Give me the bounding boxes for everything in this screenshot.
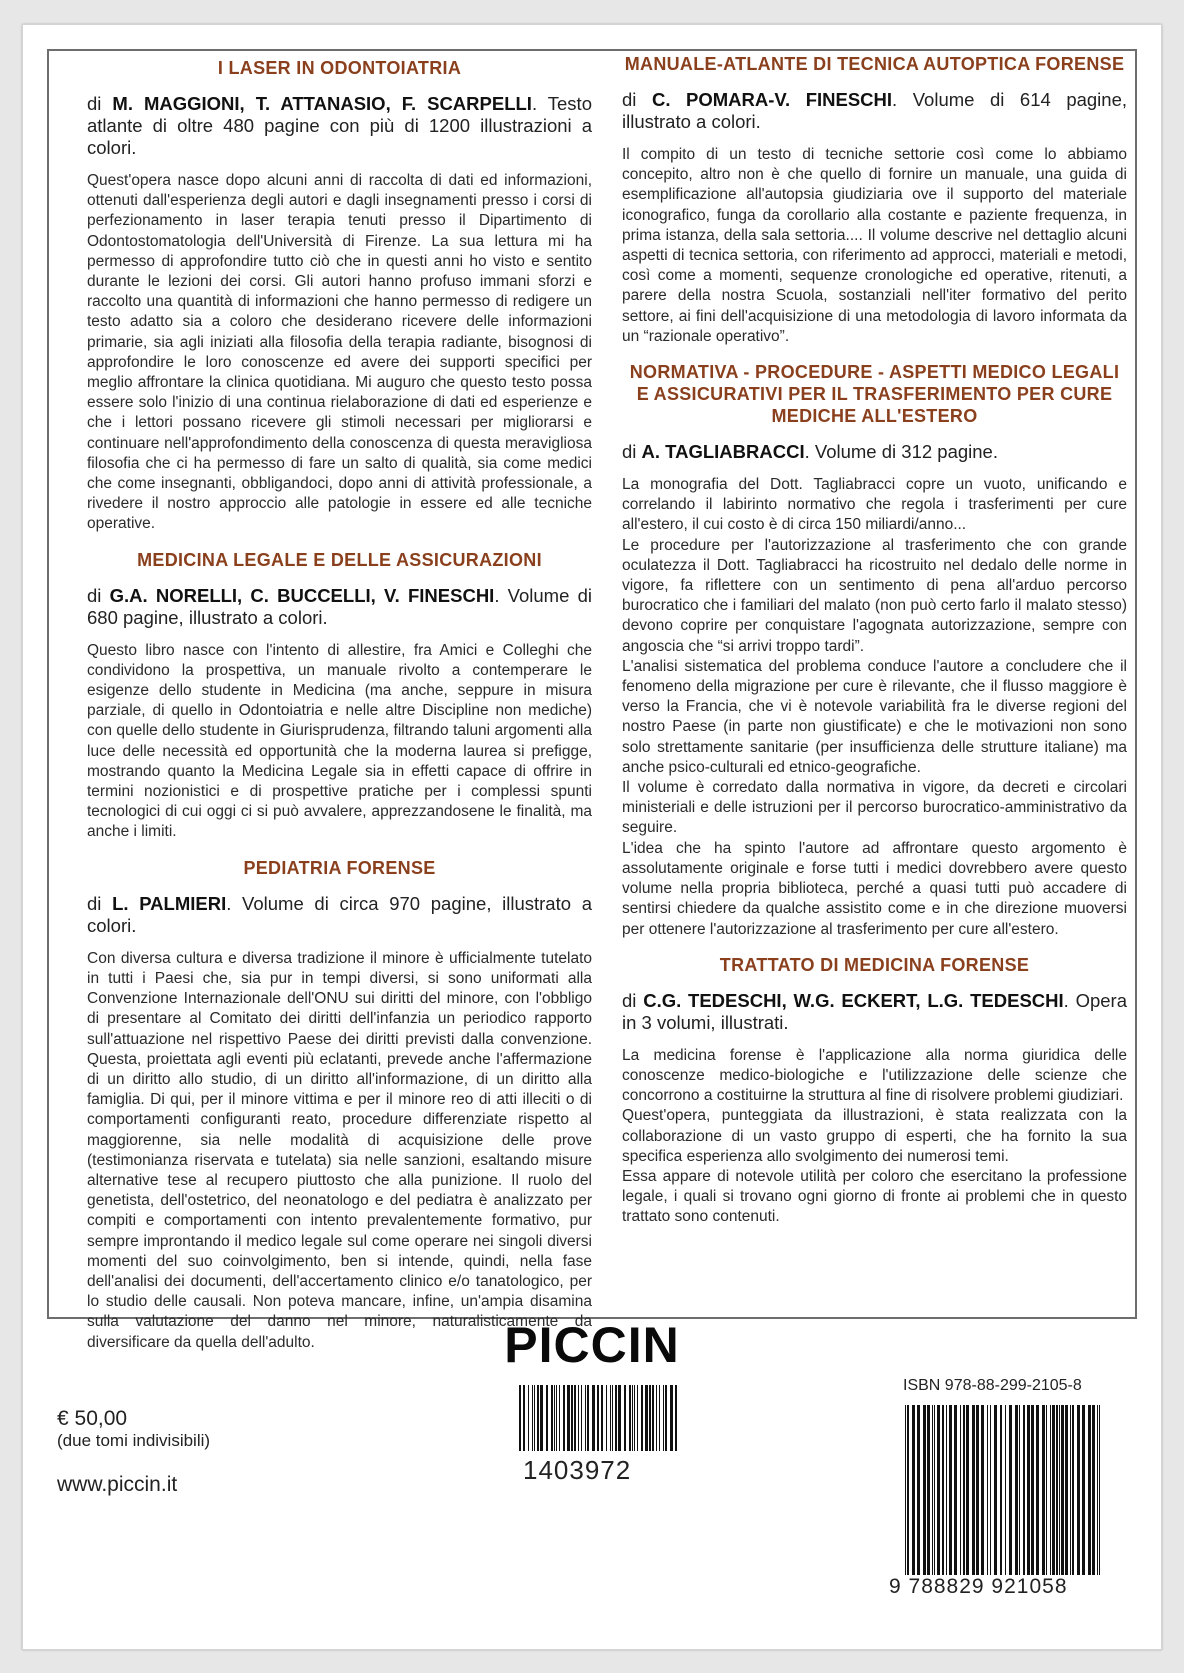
section-authors: G.A. NORELLI, C. BUCCELLI, V. FINESCHI xyxy=(109,584,495,606)
book-back-cover xyxy=(22,24,1162,1650)
barcode-bar xyxy=(942,1405,944,1575)
barcode-bar xyxy=(615,1385,617,1451)
barcode-bar xyxy=(571,1385,573,1451)
barcode-bar xyxy=(1072,1405,1074,1575)
barcode-bar xyxy=(637,1385,638,1451)
section-byline: di L. PALMIERI. Volume di circa 970 pagine, illustrato a colori. xyxy=(87,892,592,936)
publisher-logo: PICCIN xyxy=(504,1317,680,1373)
barcode-bar xyxy=(606,1385,607,1451)
barcode-bar xyxy=(585,1385,586,1451)
barcode-bar xyxy=(663,1385,664,1451)
barcode-bar xyxy=(976,1405,979,1575)
section-body: Questo libro nasce con l'intento di allestire, fra Amici e Colleghi che condividono la prospettiva, un manuale rivolto a contemperare le esigenze dello studente in Medicina (ma anche, seppure in misura parziale, di quello in Odontoiatria e nelle altre Discipline non mediche) con quelle dello studente in Giurisprudenza, filtrando taluni argomenti alla luce delle necessità ed opportunità che la moderna laurea si prefigge, mostrando quanto la Medicina Legale sia in effetti capace di offrire in termini nozionistici e di prospettive pratiche per i complessi spunti tecnologici di cui oggi ci si può avvalere, apprezzandosene le finalità, ma anche i limiti. xyxy=(87,641,592,841)
section-body: Quest'opera nasce dopo alcuni anni di raccolta di dati ed informazioni, ottenuti dall'esperienza degli autori e dagli insegnamenti presso i corsi di perfezionamento in laser terapia tenuti presso il Dipartimento di Odontostomatologia dell'Università di Firenze. La sua lettura mi ha permesso di approfondire tutto ciò che in questi anni ho visto e sentito durante le lezioni dei corsi. Gli autori hanno profuso immani sforzi e raccolto una quantità di informazioni che hanno permesso di redigere un testo adatto sia a coloro che desiderano ricevere delle informazioni primarie, sia agli iniziati alla filosofia della terapia radiante, bisognosi di approfondire le loro conoscenze ed avere dei supporti specifici per meglio affrontare la clinica quotidiana. Mi auguro che questo testo possa essere solo l'inizio di una continua rielaborazione di dati ed esperienze e che i lettori possano ricevere gli stimoli necessari per migliorarsi e continuare nell'approfondimento della conoscenza di questa meravigliosa filosofia che ci ha permesso di fare un salto di qualità, sia come medici che come insegnanti, obbligandoci, dopo anni di attività professionale, a rivedere il nostro approccio alle patologie in essere ed alle tecniche operative. xyxy=(87,172,592,533)
section-authors: C. POMARA-V. FINESCHI xyxy=(651,89,893,110)
barcode-bar xyxy=(917,1405,920,1575)
barcode-bar xyxy=(1036,1405,1039,1575)
barcode-bar xyxy=(1070,1405,1071,1575)
barcode-bar xyxy=(1088,1405,1091,1575)
section-body: La monografia del Dott. Tagliabracci copre un vuoto, unificando e correlando il labirinto normativo che regola i trasferimenti per cure all'estero, il cui costo è di circa 150 miliardi/anno... Le procedure per l'autorizzazione al trasferimento che con grande oculatezza il Dott. Tagliabracci ha ricostruito nel dedalo delle norme in vigore, fa riflettere con un sentimento di pena all'arduo percorso burocratico che i familiari del malato (non può certo farlo il malato stesso) devono coprire per conquistare l'agognata autorizzazione, sempre con angoscia che “si arrivi troppo tardi”. L'analisi sistematica del problema conduce l'autore a concludere che il fenomeno della migrazione per cure è rilevante, che il flusso maggiore è verso la Francia, che vi è notevole variabilità fra le diverse regioni del nostro Paese (in parte non giustificate) e che le motivazioni non sono solo strettamente sanitarie (per insufficienza delle strutture italiane) ma anche psico-culturali ed etnico-geografiche. Il volume è corredato dalla normativa in vigore, da decreti e circolari ministeriali e delle istruzioni per il percorso burocratico-amministrativo da seguire. L'idea che ha spinto l'autore ad affrontare questo argomento è assolutamente originale e forse tutti i medici dovrebbero avere questo volume nella propria biblioteca, perché a quasi tutti può accadere di sentirsi chiedere da qualche assistito come e in che direzione muoversi per ottenere l'autorizzazione al trasferimento per cure all'estero. xyxy=(622,476,1127,938)
section-medicina-legale xyxy=(87,549,592,843)
barcode-bar xyxy=(567,1385,570,1451)
barcode-bar xyxy=(578,1385,579,1451)
barcode-bar xyxy=(990,1405,991,1575)
barcode-bar xyxy=(907,1405,909,1575)
barcode-bar xyxy=(1019,1405,1020,1575)
right-column xyxy=(622,51,1127,1317)
section-title: MANUALE-ATLANTE DI TECNICA AUTOPTICA FORENSE xyxy=(624,54,1125,74)
barcode-bar xyxy=(960,1405,961,1575)
barcode-bar xyxy=(537,1385,539,1451)
barcode-bar xyxy=(629,1385,631,1451)
barcode-bar xyxy=(1042,1405,1045,1575)
barcode-bar xyxy=(905,1405,906,1575)
barcode-bar xyxy=(927,1405,930,1575)
barcode-bar xyxy=(1059,1405,1060,1575)
barcode-bar xyxy=(618,1385,621,1451)
barcode-bar xyxy=(963,1405,965,1575)
isbn-text: ISBN 978-88-299-2105-8 xyxy=(903,1377,1082,1394)
barcode-bar xyxy=(912,1405,915,1575)
barcode-bar xyxy=(659,1385,660,1451)
barcode-bar xyxy=(546,1385,548,1451)
left-column xyxy=(87,51,592,1351)
barcode-bar xyxy=(632,1385,633,1451)
section-tecnica-autoptica xyxy=(622,53,1127,347)
barcode-bar xyxy=(987,1405,988,1575)
barcode-bar xyxy=(932,1405,933,1575)
barcode-bar xyxy=(1005,1405,1006,1575)
barcode-bar xyxy=(675,1385,677,1451)
barcode-bar xyxy=(551,1385,553,1451)
barcode-bar xyxy=(923,1405,926,1575)
section-pediatria xyxy=(87,857,592,1353)
barcode-bar xyxy=(937,1405,940,1575)
barcode-bar xyxy=(556,1385,557,1451)
barcode-bar xyxy=(656,1385,657,1451)
barcode-bar xyxy=(1050,1405,1051,1575)
barcode-bar xyxy=(1082,1405,1085,1575)
isbn-barcode xyxy=(903,1405,1105,1575)
barcode-bar xyxy=(981,1405,984,1575)
section-byline: di C.G. TEDESCHI, W.G. ECKERT, L.G. TEDESCHI. Opera in 3 volumi, illustrati. xyxy=(622,989,1127,1033)
section-trattato xyxy=(622,954,1127,1228)
barcode-bar xyxy=(592,1385,595,1451)
barcode-bar xyxy=(1061,1405,1064,1575)
barcode-bar xyxy=(1046,1405,1047,1575)
barcode-bar xyxy=(972,1405,975,1575)
barcode-bar xyxy=(645,1385,648,1451)
barcode-bar xyxy=(1000,1405,1002,1575)
price-note: (due tomi indivisibili) xyxy=(57,1431,211,1450)
barcode-bar xyxy=(1031,1405,1034,1575)
barcode-bar xyxy=(610,1385,611,1451)
barcode-bar xyxy=(540,1385,543,1451)
barcode-bar xyxy=(949,1405,952,1575)
barcode-bar xyxy=(946,1405,947,1575)
barcode-bar xyxy=(966,1405,969,1575)
barcode-bar xyxy=(641,1385,643,1451)
section-title: PEDIATRIA FORENSE xyxy=(243,857,436,878)
barcode-bar xyxy=(1065,1405,1068,1575)
section-authors: M. MAGGIONI, T. ATTANASIO, F. SCARPELLI xyxy=(112,93,532,114)
barcode-bar xyxy=(1077,1405,1080,1575)
price: € 50,00 xyxy=(57,1407,128,1430)
barcode-bar xyxy=(649,1385,651,1451)
section-body: Il compito di un testo di tecniche settorie così come lo abbiamo concepito, altro non è che quello di fornire un manuale, una guida di esemplificazione all'autopsia giudiziaria ove il supporto del materiale iconografico, funga da corollario alla costante e paziente frequenza, in prima istanza, della sala settoria.... Il volume descrive nel dettaglio alcuni aspetti di tecnica settoria, con riferimento ad approcci, materiali e metodi, così come a momenti, sequenze cronologiche ed operative, ritenuti, a parere della nostra Scuola, sostanziali nell'iter formativo del perito settore, ai fini dell'acquisizione di una metodologia di lavoro informata da un “razionale operativo”. xyxy=(622,146,1127,345)
barcode-bar xyxy=(581,1385,582,1451)
barcode-bar xyxy=(1052,1405,1055,1575)
barcode-bar xyxy=(634,1385,635,1451)
barcode-bar xyxy=(1097,1405,1098,1575)
barcode-bar xyxy=(612,1385,613,1451)
section-laser xyxy=(87,57,592,535)
barcode-bar xyxy=(563,1385,565,1451)
section-byline: di C. POMARA-V. FINESCHI. Volume di 614 pagine, illustrato a colori. xyxy=(622,89,1128,132)
section-byline: di M. MAGGIONI, T. ATTANASIO, F. SCARPELLI. Testo atlante di oltre 480 pagine con più di 1200 illustrazioni a colori. xyxy=(87,93,592,158)
barcode-bar xyxy=(574,1385,576,1451)
barcode-bar xyxy=(994,1405,997,1575)
section-title: NORMATIVA - PROCEDURE - ASPETTI MEDICO LEGALI E ASSICURATIVI PER IL TRASFERIMENTO PER CURE MEDICHE ALL'ESTERO xyxy=(629,362,1120,427)
barcode-bar xyxy=(652,1385,654,1451)
website: www.piccin.it xyxy=(57,1473,178,1496)
barcode-bar xyxy=(1099,1405,1100,1575)
barcode-bar xyxy=(1027,1405,1030,1575)
barcode-bar xyxy=(559,1385,560,1451)
section-body: La medicina forense è l'applicazione alla norma giuridica delle conoscenze medico-biologiche e l'utilizzazione delle scienze che concorrono a costituirne la struttura al fine di risolvere problemi giudiziari. Quest'opera, punteggiata da illustrazioni, è stata realizzata con la collaborazione di un vasto gruppo di esperti, che ha fornito la sua specifica esperienza allo svolgimento dei numerosi temi. Essa appare di notevole utilità per coloro che esercitano la professione legale, i quali si trovano ogni giorno di fronte ai problemi che in questo trattato sono contenuti. xyxy=(622,1046,1127,1226)
section-title: I LASER IN ODONTOIATRIA xyxy=(217,58,462,78)
section-normativa xyxy=(622,361,1127,940)
barcode-bar xyxy=(597,1385,599,1451)
section-title: TRATTATO DI MEDICINA FORENSE xyxy=(719,954,1030,975)
barcode-bar xyxy=(1092,1405,1095,1575)
section-authors: C.G. TEDESCHI, W.G. ECKERT, L.G. TEDESCHI xyxy=(643,989,1064,1011)
barcode-bar xyxy=(534,1385,535,1451)
barcode-bar xyxy=(523,1385,525,1451)
internal-code: 1403972 xyxy=(523,1455,632,1485)
barcode-bar xyxy=(1056,1405,1058,1575)
barcode-bar xyxy=(1023,1405,1025,1575)
barcode-bar xyxy=(528,1385,529,1451)
section-byline: di A. TAGLIABRACCI. Volume di 312 pagine. xyxy=(622,441,998,463)
section-body: Con diversa cultura e diversa tradizione il minore è ufficialmente tutelato in tutti i Paesi che, sia pur in tempi diversi, si sono uniformati alla Convenzione Internazionale dell'ONU sui diritti del minore, con l'obbligo di presentare al Comitato dei diritti dell'infanzia un periodico rapporto sull'attuazione nel rispettivo Paese dei diritti previsti dalla convenzione. Questa, proiettata agli eventi più eclatanti, prevede anche l'affermazione di un diritto allo studio, di un diritto all'informazione, di un diritto alla famiglia. Di qui, per il minore vittima e per il minore reo di atti illeciti o di comportamenti configuranti reato, procedure differenziate rispetto al maggiorenne, sia nelle modalità di acquisizione delle prove (testimonianza riservata e tutelata) sia nelle sanzioni, esaltando misure alternative tese al recupero piuttosto che alla punizione. Il ruolo del genetista, dell'ostetrico, del neonatologo e del pediatra è analizzato per compiti e comportamenti con intento prevalentemente formativo, pur sempre improntando il medico legale sul come operare nei singoli diversi momenti del suo coinvolgimento, ben si intende, quindi, nella fase dell'analisi dei documenti, dell'accertamento clinico e/o tanatologico, per lo studio delle causali. Non poteva mancare, infine, un'ampia disamina sulla valutazione del danno nel minore, naturalisticamente da diversificare da quella dell'adulto. xyxy=(87,949,592,1351)
barcode-bar xyxy=(554,1385,555,1451)
section-byline: di G.A. NORELLI, C. BUCCELLI, V. FINESCHI. Volume di 680 pagine, illustrato a colori. xyxy=(87,584,592,628)
barcode-bar xyxy=(1015,1405,1018,1575)
barcode-bar xyxy=(601,1385,603,1451)
barcode-bar xyxy=(532,1385,533,1451)
ean-number: 9 788829 921058 xyxy=(889,1575,1068,1598)
barcode-bar xyxy=(1009,1405,1012,1575)
barcode-bar xyxy=(519,1385,521,1451)
barcode-bar xyxy=(954,1405,957,1575)
barcode-bar xyxy=(624,1385,626,1451)
section-title: MEDICINA LEGALE E DELLE ASSICURAZIONI xyxy=(137,549,542,570)
section-authors: A. TAGLIABRACCI xyxy=(641,441,805,463)
section-authors: L. PALMIERI xyxy=(112,892,227,914)
internal-barcode xyxy=(517,1385,679,1451)
barcode-bar xyxy=(934,1405,935,1575)
barcode-bar xyxy=(665,1385,667,1451)
barcode-bar xyxy=(670,1385,673,1451)
barcode-bar xyxy=(587,1385,589,1451)
